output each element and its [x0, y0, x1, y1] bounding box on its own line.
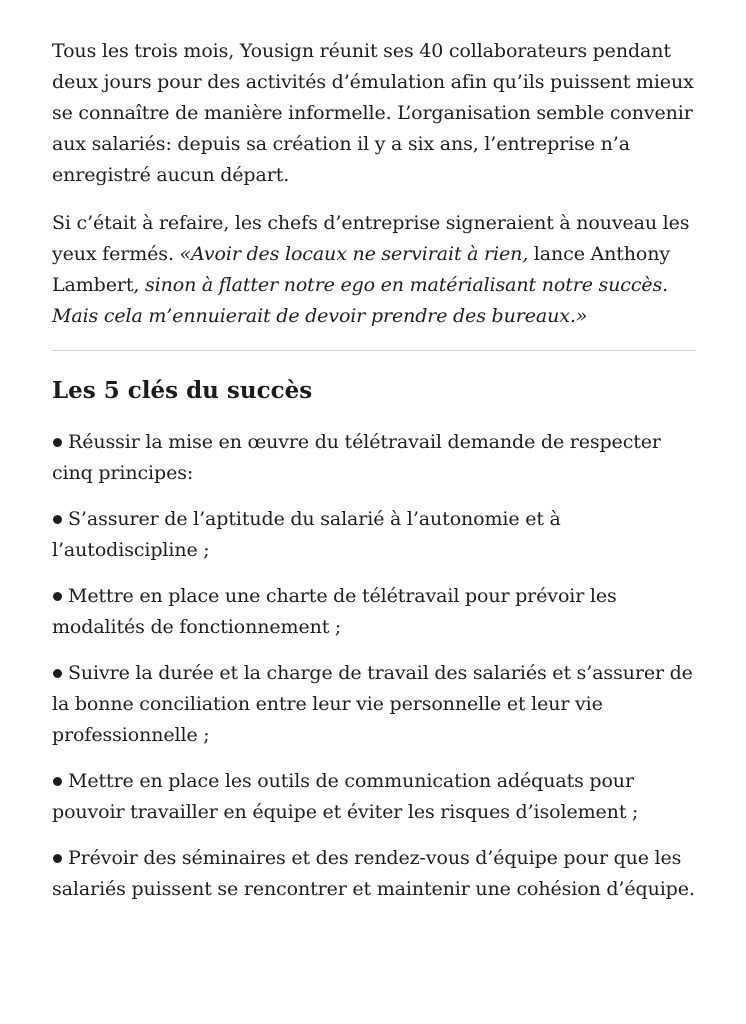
list-item [52, 766, 698, 828]
list-item-text: Réussir la mise en œuvre du télétravail demande de respecter cinq principes: [52, 431, 661, 484]
bullet-icon [53, 777, 62, 786]
bullet-icon [53, 438, 62, 447]
bullet-icon [53, 854, 62, 863]
list-item-text: Mettre en place les outils de communication adéquats pour pouvoir travailler en équipe et éviter les risques d’isolement ; [52, 770, 639, 823]
quote-text-part-2: sinon à flatter notre ego en matérialisant notre succès. Mais cela m’ennuierait de devoir prendre des bureaux.» [52, 274, 669, 327]
success-keys-list [52, 427, 698, 905]
quote-text-part-1: «Avoir des locaux ne servirait à rien, [179, 243, 529, 265]
quote-intro: Si c’était à refaire, les chefs d’entreprise signeraient à nouveau les yeux fermés. [52, 212, 690, 265]
quote-attribution: lance Anthony Lambert, [52, 243, 671, 296]
list-item [52, 843, 698, 905]
list-item-text: Mettre en place une charte de télétravail pour prévoir les modalités de fonctionnement ; [52, 585, 617, 638]
list-item [52, 427, 698, 489]
list-item [52, 581, 698, 643]
list-item [52, 504, 698, 566]
paragraph-yousign-seminars: Tous les trois mois, Yousign réunit ses 40 collaborateurs pendant deux jours pour des activités d’émulation afin qu’ils puissent mieux se connaître de manière informelle. L’organisation semble convenir aux salariés: depuis sa création il y a six ans, l’entreprise n’a enregistré aucun départ. [52, 40, 694, 186]
bullet-icon [53, 669, 62, 678]
bullet-icon [53, 515, 62, 524]
bullet-icon [53, 592, 62, 601]
paragraph-anthony-lambert-quote [52, 208, 698, 332]
list-item [52, 658, 698, 751]
list-item-text: Suivre la durée et la charge de travail des salariés et s’assurer de la bonne conciliation entre leur vie personnelle et leur vie professionnelle ; [52, 662, 693, 746]
list-item-text: S’assurer de l’aptitude du salarié à l’autonomie et à l’autodiscipline ; [52, 508, 561, 561]
section-title: Les 5 clés du succès [52, 377, 313, 404]
list-item-text: Prévoir des séminaires et des rendez-vous d’équipe pour que les salariés puissent se rencontrer et maintenir une cohésion d’équipe. [52, 847, 695, 900]
section-divider [52, 350, 696, 351]
